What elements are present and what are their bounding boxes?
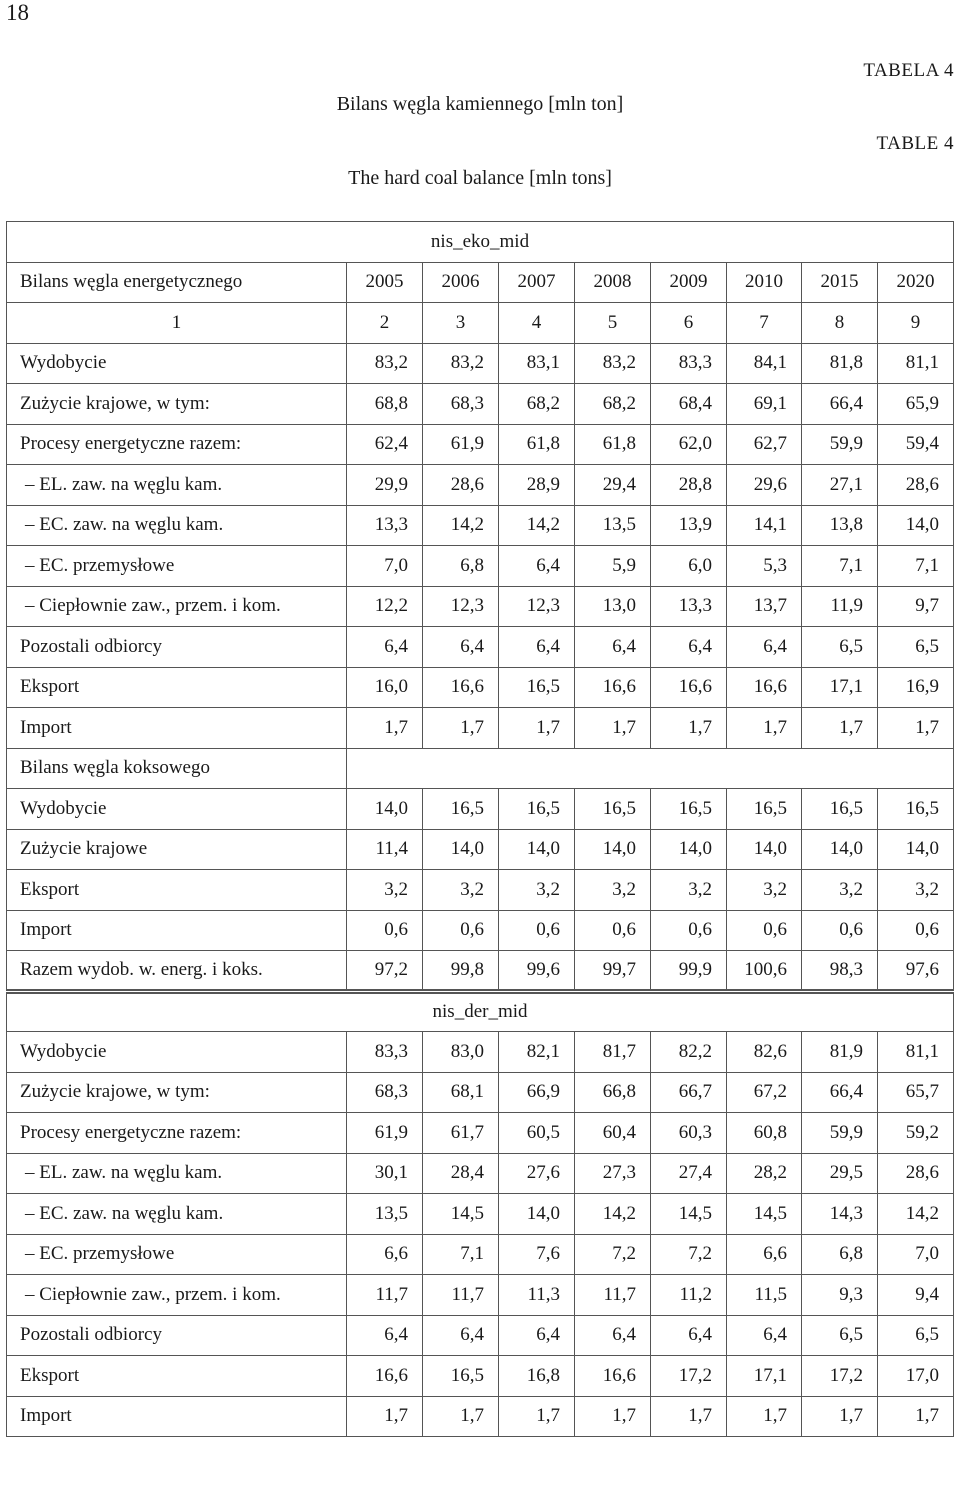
- cell-value: 28,6: [878, 1153, 954, 1194]
- table-label-pl: TABELA 4: [863, 60, 954, 81]
- cell-value: 6,4: [575, 627, 651, 668]
- cell-value: 6,4: [499, 1315, 575, 1356]
- cell-value: 28,8: [651, 465, 727, 506]
- cell-value: 14,0: [347, 789, 423, 830]
- table-row: [7, 627, 954, 668]
- cell-value: 13,7: [727, 586, 802, 627]
- cell-value: 1,7: [727, 1396, 802, 1437]
- cell-value: 59,4: [878, 424, 954, 465]
- table-row: [7, 1234, 954, 1275]
- cell-value: 83,2: [347, 343, 423, 384]
- cell-value: 29,4: [575, 465, 651, 506]
- cell-value: 0,6: [651, 910, 727, 951]
- cell-value: 9,7: [878, 586, 954, 627]
- cell-value: 9,4: [878, 1275, 954, 1316]
- cell-value: 14,0: [499, 1194, 575, 1235]
- cell-value: 27,6: [499, 1153, 575, 1194]
- cell-value: 16,5: [423, 789, 499, 830]
- year-header: 2020: [878, 262, 954, 303]
- cell-value: 6,5: [878, 627, 954, 668]
- cell-value: 59,9: [802, 1113, 878, 1154]
- cell-value: 60,8: [727, 1113, 802, 1154]
- cell-value: 14,2: [423, 505, 499, 546]
- cell-value: 66,4: [802, 1072, 878, 1113]
- row-label: Pozostali odbiorcy: [7, 1315, 347, 1356]
- table-row: [7, 586, 954, 627]
- cell-value: 5,3: [727, 546, 802, 587]
- cell-value: 16,0: [347, 667, 423, 708]
- column-number: 1: [7, 303, 347, 344]
- cell-value: 0,6: [802, 910, 878, 951]
- table-row: [7, 667, 954, 708]
- column-number: 7: [727, 303, 802, 344]
- cell-value: 66,7: [651, 1072, 727, 1113]
- cell-value: 68,4: [651, 384, 727, 425]
- scenario-header-der-label: nis_der_mid: [7, 991, 954, 1032]
- cell-value: 29,9: [347, 465, 423, 506]
- cell-value: 66,4: [802, 384, 878, 425]
- cell-value: 16,6: [347, 1356, 423, 1397]
- cell-value: 61,9: [423, 424, 499, 465]
- year-header: 2009: [651, 262, 727, 303]
- cell-value: 11,9: [802, 586, 878, 627]
- cell-value: 13,5: [575, 505, 651, 546]
- cell-value: 62,0: [651, 424, 727, 465]
- cell-value: 0,6: [575, 910, 651, 951]
- cell-value: 60,5: [499, 1113, 575, 1154]
- scenario-header-der: [7, 991, 954, 1032]
- coking-balance-header: Bilans węgla koksowego: [7, 748, 347, 789]
- cell-value: 17,1: [727, 1356, 802, 1397]
- cell-value: 1,7: [423, 708, 499, 749]
- cell-value: 60,3: [651, 1113, 727, 1154]
- year-header: 2008: [575, 262, 651, 303]
- cell-value: 1,7: [802, 1396, 878, 1437]
- cell-value: 1,7: [878, 708, 954, 749]
- cell-value: 83,2: [423, 343, 499, 384]
- cell-value: 3,2: [802, 870, 878, 911]
- cell-value: 3,2: [423, 870, 499, 911]
- cell-value: 16,8: [499, 1356, 575, 1397]
- row-label: Wydobycie: [7, 1032, 347, 1073]
- cell-value: 81,7: [575, 1032, 651, 1073]
- cell-value: 11,7: [423, 1275, 499, 1316]
- cell-value: 97,2: [347, 951, 423, 992]
- cell-value: 13,3: [347, 505, 423, 546]
- cell-value: 68,8: [347, 384, 423, 425]
- cell-value: 100,6: [727, 951, 802, 992]
- cell-value: 14,5: [423, 1194, 499, 1235]
- cell-value: 14,2: [575, 1194, 651, 1235]
- cell-value: 16,6: [423, 667, 499, 708]
- cell-value: 66,8: [575, 1072, 651, 1113]
- cell-value: 99,7: [575, 951, 651, 992]
- row-label: Eksport: [7, 870, 347, 911]
- cell-value: 16,5: [651, 789, 727, 830]
- cell-value: 6,4: [347, 627, 423, 668]
- cell-value: 98,3: [802, 951, 878, 992]
- year-header: 2006: [423, 262, 499, 303]
- cell-value: 12,3: [499, 586, 575, 627]
- cell-value: 1,7: [347, 1396, 423, 1437]
- cell-value: 1,7: [575, 1396, 651, 1437]
- cell-value: 68,1: [423, 1072, 499, 1113]
- cell-value: 16,6: [651, 667, 727, 708]
- cell-value: 83,2: [575, 343, 651, 384]
- cell-value: 14,0: [878, 829, 954, 870]
- cell-value: 7,2: [575, 1234, 651, 1275]
- cell-value: 1,7: [423, 1396, 499, 1437]
- cell-value: 6,5: [878, 1315, 954, 1356]
- cell-value: 0,6: [727, 910, 802, 951]
- cell-value: 7,1: [802, 546, 878, 587]
- cell-value: 16,5: [878, 789, 954, 830]
- cell-value: 6,4: [727, 627, 802, 668]
- table-row: [7, 465, 954, 506]
- cell-value: 3,2: [878, 870, 954, 911]
- cell-value: 6,8: [423, 546, 499, 587]
- table-title-pl: Bilans węgla kamiennego [mln ton]: [336, 93, 624, 115]
- column-number: 6: [651, 303, 727, 344]
- cell-value: 28,6: [423, 465, 499, 506]
- column-number: 5: [575, 303, 651, 344]
- cell-value: 14,1: [727, 505, 802, 546]
- cell-value: 59,9: [802, 424, 878, 465]
- cell-value: 1,7: [347, 708, 423, 749]
- cell-value: 17,0: [878, 1356, 954, 1397]
- cell-value: 16,5: [802, 789, 878, 830]
- cell-value: 82,1: [499, 1032, 575, 1073]
- row-label: – EC. zaw. na węglu kam.: [7, 1194, 347, 1235]
- cell-value: 14,5: [651, 1194, 727, 1235]
- cell-value: 7,0: [347, 546, 423, 587]
- cell-value: 11,7: [575, 1275, 651, 1316]
- row-label: Pozostali odbiorcy: [7, 627, 347, 668]
- row-label: – EC. przemysłowe: [7, 1234, 347, 1275]
- cell-value: 13,8: [802, 505, 878, 546]
- table-row: [7, 1315, 954, 1356]
- cell-value: 14,0: [499, 829, 575, 870]
- coal-balance-table: [6, 221, 953, 1437]
- table-row: [7, 1072, 954, 1113]
- cell-value: 16,5: [499, 667, 575, 708]
- row-label: – Ciepłownie zaw., przem. i kom.: [7, 1275, 347, 1316]
- cell-value: 11,4: [347, 829, 423, 870]
- cell-value: 16,6: [575, 1356, 651, 1397]
- cell-value: 60,4: [575, 1113, 651, 1154]
- table-title-en: The hard coal balance [mln tons]: [348, 167, 612, 189]
- cell-value: 28,4: [423, 1153, 499, 1194]
- cell-value: 99,6: [499, 951, 575, 992]
- cell-value: 62,7: [727, 424, 802, 465]
- cell-value: 99,8: [423, 951, 499, 992]
- cell-value: 11,3: [499, 1275, 575, 1316]
- row-label: Procesy energetyczne razem:: [7, 1113, 347, 1154]
- cell-value: 59,2: [878, 1113, 954, 1154]
- cell-value: 16,9: [878, 667, 954, 708]
- row-label: Procesy energetyczne razem:: [7, 424, 347, 465]
- cell-value: 14,0: [727, 829, 802, 870]
- cell-value: 61,7: [423, 1113, 499, 1154]
- cell-value: 9,3: [802, 1275, 878, 1316]
- table-row: [7, 1356, 954, 1397]
- year-header-row: [7, 262, 954, 303]
- cell-value: 0,6: [499, 910, 575, 951]
- cell-value: 83,0: [423, 1032, 499, 1073]
- table-row: [7, 708, 954, 749]
- cell-value: 6,5: [802, 1315, 878, 1356]
- cell-value: 29,5: [802, 1153, 878, 1194]
- cell-value: 6,5: [802, 627, 878, 668]
- cell-value: 13,3: [651, 586, 727, 627]
- column-number-row: [7, 303, 954, 344]
- cell-value: 68,3: [347, 1072, 423, 1113]
- row-label: Import: [7, 708, 347, 749]
- scenario-header-eko: [7, 222, 954, 263]
- table-row: [7, 1194, 954, 1235]
- column-number: 4: [499, 303, 575, 344]
- cell-value: 3,2: [727, 870, 802, 911]
- table-row: [7, 870, 954, 911]
- cell-value: 14,0: [575, 829, 651, 870]
- row-label: Wydobycie: [7, 789, 347, 830]
- cell-value: 84,1: [727, 343, 802, 384]
- cell-value: 16,5: [727, 789, 802, 830]
- table-row: [7, 951, 954, 992]
- cell-value: 83,3: [347, 1032, 423, 1073]
- cell-value: 99,9: [651, 951, 727, 992]
- cell-value: 14,0: [423, 829, 499, 870]
- row-label: Import: [7, 910, 347, 951]
- row-label: – EL. zaw. na węglu kam.: [7, 465, 347, 506]
- cell-value: 11,5: [727, 1275, 802, 1316]
- energy-balance-header: Bilans węgla energetycznego: [7, 262, 347, 303]
- cell-value: 14,0: [878, 505, 954, 546]
- cell-value: 6,6: [347, 1234, 423, 1275]
- cell-value: 68,2: [575, 384, 651, 425]
- cell-value: 6,6: [727, 1234, 802, 1275]
- row-label: Eksport: [7, 667, 347, 708]
- cell-value: 82,6: [727, 1032, 802, 1073]
- cell-value: 6,4: [423, 627, 499, 668]
- cell-value: 1,7: [651, 708, 727, 749]
- cell-value: 16,6: [575, 667, 651, 708]
- cell-value: 27,4: [651, 1153, 727, 1194]
- year-header: 2010: [727, 262, 802, 303]
- cell-value: 13,5: [347, 1194, 423, 1235]
- cell-value: 68,3: [423, 384, 499, 425]
- table-row: [7, 343, 954, 384]
- cell-value: 7,6: [499, 1234, 575, 1275]
- cell-value: 6,4: [499, 627, 575, 668]
- cell-value: 83,3: [651, 343, 727, 384]
- row-label: Zużycie krajowe: [7, 829, 347, 870]
- cell-value: 11,7: [347, 1275, 423, 1316]
- cell-value: 3,2: [499, 870, 575, 911]
- cell-value: 16,5: [499, 789, 575, 830]
- cell-value: 83,1: [499, 343, 575, 384]
- cell-value: 6,4: [499, 546, 575, 587]
- cell-value: 1,7: [499, 1396, 575, 1437]
- row-label: Import: [7, 1396, 347, 1437]
- cell-value: 13,9: [651, 505, 727, 546]
- cell-value: 62,4: [347, 424, 423, 465]
- cell-value: 27,3: [575, 1153, 651, 1194]
- table-row: [7, 1032, 954, 1073]
- year-header: 2005: [347, 262, 423, 303]
- cell-value: 1,7: [575, 708, 651, 749]
- cell-value: 14,5: [727, 1194, 802, 1235]
- cell-value: 3,2: [575, 870, 651, 911]
- coking-header-blank: [347, 748, 954, 789]
- cell-value: 28,9: [499, 465, 575, 506]
- cell-value: 1,7: [878, 1396, 954, 1437]
- row-label: – EC. przemysłowe: [7, 546, 347, 587]
- cell-value: 69,1: [727, 384, 802, 425]
- cell-value: 14,3: [802, 1194, 878, 1235]
- cell-value: 16,5: [575, 789, 651, 830]
- cell-value: 7,2: [651, 1234, 727, 1275]
- table-row: [7, 505, 954, 546]
- cell-value: 6,8: [802, 1234, 878, 1275]
- coking-header-row: [7, 748, 954, 789]
- table-row: [7, 546, 954, 587]
- column-number: 2: [347, 303, 423, 344]
- cell-value: 17,2: [802, 1356, 878, 1397]
- cell-value: 81,1: [878, 1032, 954, 1073]
- cell-value: 97,6: [878, 951, 954, 992]
- row-label: Razem wydob. w. energ. i koks.: [7, 951, 347, 992]
- cell-value: 6,4: [727, 1315, 802, 1356]
- cell-value: 6,0: [651, 546, 727, 587]
- table-row: [7, 1275, 954, 1316]
- cell-value: 65,7: [878, 1072, 954, 1113]
- cell-value: 12,3: [423, 586, 499, 627]
- table-row: [7, 789, 954, 830]
- cell-value: 81,8: [802, 343, 878, 384]
- cell-value: 30,1: [347, 1153, 423, 1194]
- table-row: [7, 1153, 954, 1194]
- cell-value: 28,6: [878, 465, 954, 506]
- page-number: 18: [6, 0, 29, 25]
- scenario-header-eko-label: nis_eko_mid: [7, 222, 954, 263]
- cell-value: 67,2: [727, 1072, 802, 1113]
- cell-value: 14,0: [651, 829, 727, 870]
- table-label-en: TABLE 4: [876, 133, 954, 154]
- cell-value: 7,0: [878, 1234, 954, 1275]
- cell-value: 61,8: [499, 424, 575, 465]
- year-header: 2015: [802, 262, 878, 303]
- cell-value: 82,2: [651, 1032, 727, 1073]
- column-number: 9: [878, 303, 954, 344]
- row-label: – Ciepłownie zaw., przem. i kom.: [7, 586, 347, 627]
- cell-value: 81,9: [802, 1032, 878, 1073]
- cell-value: 81,1: [878, 343, 954, 384]
- cell-value: 27,1: [802, 465, 878, 506]
- cell-value: 0,6: [347, 910, 423, 951]
- cell-value: 68,2: [499, 384, 575, 425]
- row-label: Wydobycie: [7, 343, 347, 384]
- cell-value: 16,6: [727, 667, 802, 708]
- year-header: 2007: [499, 262, 575, 303]
- cell-value: 14,2: [878, 1194, 954, 1235]
- cell-value: 66,9: [499, 1072, 575, 1113]
- row-label: – EL. zaw. na węglu kam.: [7, 1153, 347, 1194]
- table-row: [7, 1396, 954, 1437]
- table-row: [7, 829, 954, 870]
- column-number: 3: [423, 303, 499, 344]
- cell-value: 0,6: [423, 910, 499, 951]
- cell-value: 12,2: [347, 586, 423, 627]
- cell-value: 16,5: [423, 1356, 499, 1397]
- cell-value: 11,2: [651, 1275, 727, 1316]
- cell-value: 7,1: [423, 1234, 499, 1275]
- table-row: [7, 384, 954, 425]
- cell-value: 61,9: [347, 1113, 423, 1154]
- cell-value: 6,4: [651, 627, 727, 668]
- cell-value: 3,2: [347, 870, 423, 911]
- row-label: Zużycie krajowe, w tym:: [7, 384, 347, 425]
- cell-value: 1,7: [499, 708, 575, 749]
- cell-value: 0,6: [878, 910, 954, 951]
- cell-value: 13,0: [575, 586, 651, 627]
- cell-value: 1,7: [651, 1396, 727, 1437]
- cell-value: 5,9: [575, 546, 651, 587]
- cell-value: 29,6: [727, 465, 802, 506]
- cell-value: 65,9: [878, 384, 954, 425]
- cell-value: 14,2: [499, 505, 575, 546]
- cell-value: 1,7: [802, 708, 878, 749]
- column-number: 8: [802, 303, 878, 344]
- cell-value: 6,4: [423, 1315, 499, 1356]
- cell-value: 3,2: [651, 870, 727, 911]
- table-row: [7, 910, 954, 951]
- cell-value: 28,2: [727, 1153, 802, 1194]
- cell-value: 17,1: [802, 667, 878, 708]
- row-label: – EC. zaw. na węglu kam.: [7, 505, 347, 546]
- row-label: Zużycie krajowe, w tym:: [7, 1072, 347, 1113]
- cell-value: 6,4: [347, 1315, 423, 1356]
- cell-value: 14,0: [802, 829, 878, 870]
- row-label: Eksport: [7, 1356, 347, 1397]
- cell-value: 6,4: [651, 1315, 727, 1356]
- cell-value: 17,2: [651, 1356, 727, 1397]
- cell-value: 6,4: [575, 1315, 651, 1356]
- cell-value: 1,7: [727, 708, 802, 749]
- table-row: [7, 1113, 954, 1154]
- cell-value: 61,8: [575, 424, 651, 465]
- table-row: [7, 424, 954, 465]
- cell-value: 7,1: [878, 546, 954, 587]
